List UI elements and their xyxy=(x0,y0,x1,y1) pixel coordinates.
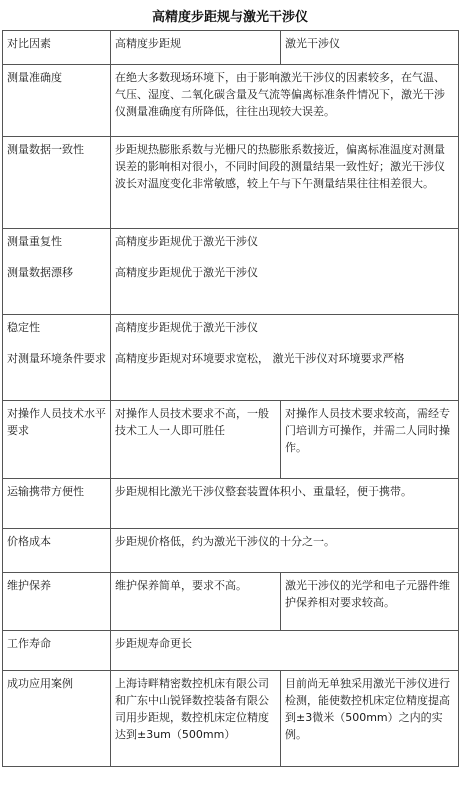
table-row xyxy=(3,65,459,137)
table-row xyxy=(3,671,459,767)
row-text-step-gauge: 维护保养简单，要求不高。 xyxy=(111,573,281,631)
row-label: 维护保养 xyxy=(3,573,111,631)
row-text: 高精度步距规对环境要求宽松， 激光干涉仪对环境要求严格 xyxy=(115,352,405,365)
row-text-step-gauge: 上海诗畔精密数控机床有限公司和广东中山锐铎数控装备有限公司用步距规，数控机床定位精度达到±3um（500mm） xyxy=(111,671,281,767)
row-text: 高精度步距规优于激光干涉仪 xyxy=(115,266,258,279)
comparison-table xyxy=(2,30,459,767)
table-row xyxy=(3,401,459,479)
table-row xyxy=(3,631,459,671)
table-row-double xyxy=(3,229,459,315)
table-row xyxy=(3,137,459,229)
header-factor: 对比因素 xyxy=(3,31,111,65)
header-step-gauge: 高精度步距规 xyxy=(111,31,281,65)
row-label: 运输携带方便性 xyxy=(3,479,111,529)
row-label: 测量数据一致性 xyxy=(3,137,111,229)
row-text-laser: 激光干涉仪的光学和电子元器件维护保养相对要求较高。 xyxy=(281,573,459,631)
row-label: 测量数据漂移 xyxy=(7,266,73,279)
row-text: 高精度步距规优于激光干涉仪 xyxy=(115,321,258,334)
table-row xyxy=(3,529,459,573)
row-label: 成功应用案例 xyxy=(3,671,111,767)
row-label: 测量重复性 xyxy=(7,235,62,248)
header-laser-interferometer: 激光干涉仪 xyxy=(281,31,459,65)
table-row xyxy=(3,479,459,529)
table-row xyxy=(3,573,459,631)
row-label: 稳定性 xyxy=(7,321,40,334)
row-text: 步距规寿命更长 xyxy=(111,631,459,671)
row-label: 测量准确度 xyxy=(3,65,111,137)
row-label: 工作寿命 xyxy=(3,631,111,671)
row-text-step-gauge: 对操作人员技术要求不高，一般技术工人一人即可胜任 xyxy=(111,401,281,479)
row-label: 价格成本 xyxy=(3,529,111,573)
document-title: 高精度步距规与激光干涉仪 xyxy=(151,9,308,25)
row-label: 对操作人员技术水平要求 xyxy=(3,401,111,479)
row-text-laser: 目前尚无单独采用激光干涉仪进行检测，能使数控机床定位精度提高到±3微米（500mm）之内的实例。 xyxy=(281,671,459,767)
row-label: 对测量环境条件要求 xyxy=(7,352,106,365)
row-text: 在绝大多数现场环境下，由于影响激光干涉仪的因素较多，在气温、气压、湿度、二氧化碳含量及气流等偏离标准条件情况下，激光干涉仪测量准确度有所降低，往往出现较大误差。 xyxy=(111,65,459,137)
table-header-row xyxy=(3,31,459,65)
row-text: 步距规热膨胀系数与光栅尺的热膨胀系数接近，偏离标准温度对测量误差的影响相对很小，不同时间段的测量结果一致性好；激光干涉仪波长对温度变化非常敏感，较上午与下午测量结果往往相差很大。 xyxy=(111,137,459,229)
row-text: 步距规价格低，约为激光干涉仪的十分之一。 xyxy=(111,529,459,573)
row-text-laser: 对操作人员技术要求较高，需经专门培训方可操作，并需二人同时操作。 xyxy=(281,401,459,479)
table-row-double xyxy=(3,315,459,401)
row-text: 高精度步距规优于激光干涉仪 xyxy=(115,235,258,248)
row-text: 步距规相比激光干涉仪整套装置体积小、重量轻，便于携带。 xyxy=(111,479,459,529)
